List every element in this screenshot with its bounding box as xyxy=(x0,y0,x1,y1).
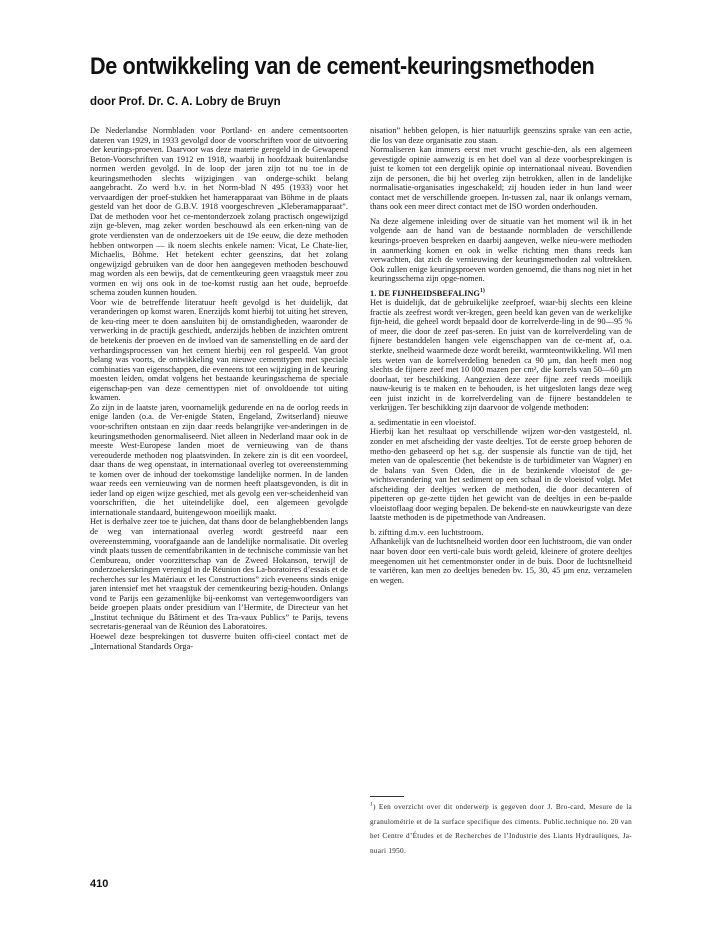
paragraph: Afhankelijk van de luchtsnelheid worden door een luchtstroom, die van onder naar boven door een verti-cale buis wordt geleid, kleinere of grotere deeltjes meegenomen uit het cementmonster onder in de buis. Door de luchtsnelheid te variëren, kan men zo deeltjes beneden bv. 15, 30, 45 μm enz. verzamelen en wegen. xyxy=(370,537,632,585)
right-column xyxy=(370,126,632,871)
footnote-rule xyxy=(370,796,404,797)
paragraph: nisation” hebben gelopen, is hier natuurlijk geenszins sprake van een actie, die los van deze organisatie zou staan. xyxy=(370,126,632,145)
paragraph: Het is duidelijk, dat de gebruikelijke zeefproef, waar-bij slechts een kleine fractie als zeefrest wordt ver-kregen, geen beeld kan geven van de werkelijke fijn-heid, die geheel wordt bepaald door de korrelverde-ling in de 90—95 % of meer, die door de zeef pas-seren. En juist van de korrelverdeling van de fijnere bestanddelen hangen vele eigenschappen van de ce-ment af, o.a. sterkte, snelheid waarmede deze wordt bereikt, warmteontwikkeling. Wil men iets weten van de korrelverdeling beneden ca 90 μm, dan heeft men nog slechts de fijnere zeef met 10 000 mazen per cm², die korrels van 50—60 μm doorlaat, ter beschikking. Aangezien deze zeer fijne zeef reeds moeilijk nauw-keurig is te maken en te behouden, is het uitgesloten langs deze weg een juist inzicht in de korrelverdeling van de fijnere bestanddelen te verkrijgen. Ter beschikking zijn daarvoor de volgende methoden: xyxy=(370,298,632,413)
paragraph: Hoewel deze besprekingen tot dusverre buiten offi-cieel contact met de „International Standards Orga- xyxy=(90,631,348,651)
paragraph: Zo zijn in de laatste jaren, voornamelijk gedurende en na de oorlog reeds in enige landen (o.a. de Ver-enigde Staten, Engeland, Zwitserland) nieuwe voor-schriften ontstaan en zijn daar reeds belangrijke ver-anderingen in de keuringsmethoden genormaliseerd. Niet alleen in Nederland maar ook in de meeste West-Europese landen moet de vernieuwing van de thans vereouderde methoden nog plaatsvinden. In zekere zin is dit een voordeel, daar thans de weg openstaat, in internationaal overleg tot overeenstemming te komen over de inhoud der toekomstige landelijke normen. In de landen waar reeds een vernieuwing van de normen heeft plaatsgevonden, is dit in ieder land op eigen wijze geschied, met als gevolg een ver-scheidenheid van voorschriften, die het uiteindelijke doel, een algemeen gevolgde internationale standaard, buitengewoon moeilijk maakt. xyxy=(90,402,348,517)
paragraph: Na deze algemene inleiding over de situatie van het moment wil ik in het volgende aan de hand van de bestaande normbladen de verschillende keurings-proeven bespreken en daarbij aangeven, welke nieu-were methoden in aanmerking komen en ook in welke richting men thans reeds kan verwachten, dat zich de vernieuwing der keuringsmethoden zal voltrekken. Ook zullen enige keuringsproeven worden genoemd, die thans nog niet in het keuringsschema zijn opge-nomen. xyxy=(370,216,632,284)
footnote-reference: 1) xyxy=(479,287,485,294)
page-number: 410 xyxy=(90,878,109,890)
paragraph: Hierbij kan het resultaat op verschillende wijzen wor-den vastgesteld, nl. zonder en met afscheiding der vaste deeltjes. Tot de eerste groep behoren de metho-den gebaseerd op het s.g. der suspensie als functie van de tijd, het meten van de opalescentie (het bekendste is de turbidimeter van Wagner) en de balans van Sven Oden, die in de bezinkende vloeistof de ge-wichtsverandering van het sediment op een schaal in de vloeistof volgt. Met afscheiding der deeltjes werken de methoden, die door decanteren of pipetteren op ge-zette tijden het gewicht van de deeltjes in een be-paalde vloeistoflaag door weging bepalen. De bekend-ste en nauwkeurigste van deze laatste methoden is de pipetmethode van Andreasen. xyxy=(370,427,632,523)
footnote-text: ) Een overzicht over dit onderwerp is gegeven door J. Bro-card, Mesure de la granulométrie et de la surface specifique des ciments. Public.technique no. 20 van het Centre d’Études et de Recherches de l’Industrie des Liants Hydrauliques, Ja-nuari 1950. xyxy=(370,803,632,855)
section-heading-text: 1. DE FIJNHEIDSBEFALING xyxy=(370,288,480,298)
footnote xyxy=(370,800,632,858)
paragraph: Normaliseren kan immers eerst met vrucht geschie-den, als een algemeen gevestigde opinie aanwezig is en het doel van al deze voorbesprekingen is juist te komen tot een dergelijk opinie op internationaal niveau. Bovendien zijn de personen, die bij het overleg zijn betrokken, allen in de landelijke normalisatie-organisaties ingeschakeld; zij houden ieder in hun land weer contact met de verschillende groepen. In-tussen zal, naar ik onlangs vernam, thans ook een meer direct contact met de ISO worden onderhouden. xyxy=(370,145,632,212)
subsection-a-label: a. sedimentatie in een vloeistof. xyxy=(370,417,477,427)
paragraph: Voor wie de betreffende literatuur heeft gevolgd is het duidelijk, dat veranderingen op komst waren. Enerzijds komt hierbij tot uiting het streven, de keu-ring meer te doen aansluiten bij de omstandigheden, waaronder de verwerking in de practijk geschiedt, anderzijds hebben de inzichten omtrent de betekenis der proeven en de invloed van de samenstelling en de aard der verhardingsprocessen van het cement hierbij een rol gespeeld. Van groot belang was voorts, de ontwikkeling van nieuwe cementtypen met speciale combinaties van eigenschappen, die eveneens tot een wijziging in de keuring moesten leiden, omdat volgens het bestaande keuringsschema de speciale eigenschap-pen van deze cementtypen niet of onvoldoende tot uiting kwamen. xyxy=(90,297,348,403)
footnote-reference-mark: 1 xyxy=(479,287,483,294)
paragraph: De Nederlandse Normbladen voor Portland- en andere cementsoorten dateren van 1929, in 1933 gevolgd door de voorschriften voor de uitvoering der keurings-proeven. Daarvoor was deze materie geregeld in de Gewapend Beton-Voorschriften van 1912 en 1918, waarbij in hoofdzaak buitenlandse normen werden gevolgd. In de loop der jaren zijn tot nu toe in de keuringsmethoden slechts wijzigingen van onderge-schikt belang aangebracht. Zo werd b.v. in het Norm-blad N 495 (1933) voor het vervaardigen der proef-stukken het hamerapparaat van Böhme in de plaats gesteld van het door de G.B.V. 1918 voorgeschreven „Kleberamapparaat”. Dat de methoden voor het ce-mentonderzoek zolang practisch ongewijzigd zijn ge-bleven, mag zeker worden beschouwd als een erken-ning van de grote verdiensten van de onderzoekers uit de 19e eeuw, die deze methoden hebben ontworpen — ik noem slechts enkele namen: Vicat, Le Chate-lier, Michaelis, Böhme. Het betekent echter geenszins, dat het zolang ongewijzigd gebruiken van de door hen aangegeven methoden beschouwd mag worden als een bewijs, dat de cementkeuring geen vraagstuk meer zou vormen en wij ons ook in de toe-komst rustig aan het oude, beproefde schema zouden kunnen houden. xyxy=(90,126,348,298)
paragraph: Het is derhalve zeer toe te juichen, dat thans door de belanghebbenden langs de weg van internationaal overleg wordt gestreefd naar een overeenstemming, voorafgaande aan de landelijke normalisatie. Dit overleg vindt plaats tussen de cementfabrikanten in de technische commissie van het Cembureau, onder voorzitterschap van de Zweed Hokanson, terwijl de onderzoekerskringen verenigd in de Réunion des La-boratoires d’essais et de recherches sur les Matériaux et les Constructions” zich eveneens sinds enige jaren intensief met het vraagstuk der cementkeuring bezig-houden. Onlangs vond te Parijs een gezamenlijke bij-eenkomst van vertegenwoordigers van beide groepen plaats onder presidium van l’Hermite, de Directeur van het „Institut technique du Bâtiment et des Tra-vaux Publics” te Parijs, tevens secretaris-generaal van de Réunion des Laboratoires. xyxy=(90,517,348,632)
left-column xyxy=(90,126,348,841)
article-author: door Prof. Dr. C. A. Lobry de Bruyn xyxy=(90,96,281,108)
article-title: De ontwikkeling van de cement-keuringsmethoden xyxy=(90,53,595,80)
section-heading xyxy=(370,289,632,299)
subsection-b-label: b. ziftting d.m.v. een luchtstroom. xyxy=(370,527,484,537)
footnote-mark: 1 xyxy=(370,801,374,808)
